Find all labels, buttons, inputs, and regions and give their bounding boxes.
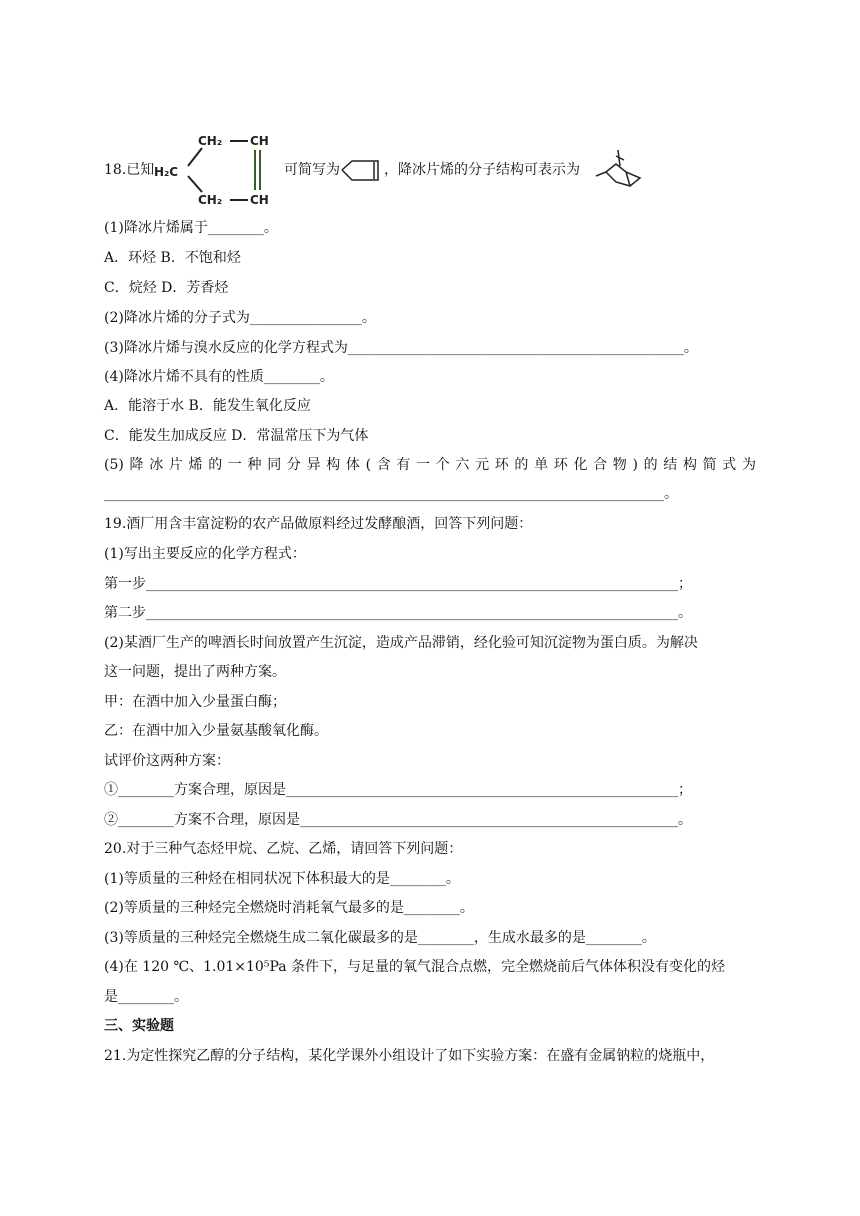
q20-sub4-line2: 是________。 — [104, 989, 188, 1005]
cyclopentene-skeletal-icon — [340, 158, 382, 184]
q20-sub4-line1: (4)在 120 ℃、1.01×10⁵Pa 条件下，与足量的氧气混合点燃，完全燃烧前后气体体积没有变化的烃 — [104, 959, 726, 975]
sub5-char: 烯 — [188, 457, 203, 473]
sub5-char: 体 — [345, 457, 360, 473]
sub5-char: 的 — [208, 457, 223, 473]
sub5-char: 单 — [534, 457, 549, 473]
sub5-char: 元 — [475, 457, 490, 473]
sub5-char: 式 — [722, 457, 737, 473]
sub5-char: 六 — [455, 457, 470, 473]
sub5-char: ( — [365, 457, 372, 473]
sub5-char: 冰 — [149, 457, 164, 473]
q20-sub2: (2)等质量的三种烃完全燃烧时消耗氧气最多的是________。 — [104, 900, 474, 916]
sub5-char: (5) — [104, 457, 124, 473]
sub5-char: 的 — [514, 457, 529, 473]
q18-sub1: (1)降冰片烯属于________。 — [104, 220, 278, 236]
q18-sub1-options-cd: C．烷烃 D．芳香烃 — [104, 280, 229, 296]
q18-intro-norbornene: ，降冰片烯的分子结构可表示为 — [384, 162, 580, 178]
sub5-char: ) — [632, 457, 638, 473]
q19-stem: 19.酒厂用含丰富淀粉的农产品做原料经过发酵酿酒，回答下列问题： — [104, 516, 533, 532]
sub5-char: 种 — [247, 457, 262, 473]
q18-sub3: (3)降冰片烯与溴水反应的化学方程式为________________________________________________。 — [104, 340, 698, 356]
sub5-char: 有 — [396, 457, 411, 473]
q18-sub4-options-ab: A．能溶于水 B．能发生氧化反应 — [104, 398, 311, 414]
section-title: 三、实验题 — [104, 1018, 174, 1034]
q20-stem: 20.对于三种气态烃甲烷、乙烷、乙烯，请回答下列问题： — [104, 841, 463, 857]
struct-ch2-bottom: CH₂ — [198, 193, 223, 207]
q19-sub2-line2: 这一问题，提出了两种方案。 — [104, 664, 286, 680]
sub5-char: 构 — [682, 457, 697, 473]
sub5-char: 为 — [741, 457, 756, 473]
struct-ch-top: CH — [250, 134, 269, 148]
q19-plan-b: 乙：在酒中加入少量氨基酸氧化酶。 — [104, 723, 328, 739]
sub5-char: 个 — [435, 457, 450, 473]
norbornene-skeletal-icon — [594, 146, 644, 188]
bond-lower-left — [188, 176, 202, 192]
sub5-char: 简 — [702, 457, 717, 473]
sub5-char: 片 — [168, 457, 183, 473]
sub5-char: 分 — [286, 457, 301, 473]
q18-sub5-blank: ________________________________________________________________________________。 — [104, 486, 678, 502]
sub5-char: 结 — [663, 457, 678, 473]
q19-step1: 第一步____________________________________________________________________________； — [104, 576, 692, 592]
sub5-char: 异 — [306, 457, 321, 473]
sub5-char: 物 — [612, 457, 627, 473]
q19-eval2: ②________方案不合理，原因是______________________________________________________。 — [104, 812, 692, 828]
q19-sub1: (1)写出主要反应的化学方程式： — [104, 546, 306, 562]
sub5-char: 化 — [573, 457, 588, 473]
bond-upper-left — [188, 148, 202, 166]
cyclopentene-structure — [150, 126, 280, 208]
sub5-char: 的 — [643, 457, 658, 473]
sub5-char: 环 — [553, 457, 568, 473]
q19-step2: 第二步____________________________________________________________________________。 — [104, 605, 692, 621]
q20-sub3: (3)等质量的三种烃完全燃烧生成二氧化碳最多的是________，生成水最多的是________。 — [104, 930, 656, 946]
q18-sub1-options-ab: A．环烃 B．不饱和烃 — [104, 250, 241, 266]
struct-h2c: H₂C — [154, 165, 179, 179]
sub5-char: 合 — [593, 457, 608, 473]
q18-intro-abbrev: 可简写为 — [284, 162, 340, 178]
q18-sub2: (2)降冰片烯的分子式为________________。 — [104, 310, 376, 326]
sub5-char: 环 — [494, 457, 509, 473]
q18-sub4: (4)降冰片烯不具有的性质________。 — [104, 369, 334, 385]
struct-ch2-top: CH₂ — [198, 134, 223, 148]
sub5-char: 一 — [227, 457, 242, 473]
q18-sub4-options-cd: C．能发生加成反应 D．常温常压下为气体 — [104, 428, 369, 444]
q19-plan-a: 甲：在酒中加入少量蛋白酶； — [104, 694, 286, 710]
q19-evaluate: 试评价这两种方案： — [104, 753, 230, 769]
sub5-char: 降 — [129, 457, 144, 473]
struct-ch-bottom: CH — [250, 193, 269, 207]
q19-eval1: ①________方案合理，原因是________________________________________________________； — [104, 782, 692, 798]
q21-stem: 21.为定性探究乙醇的分子结构，某化学课外小组设计了如下实验方案：在盛有金属钠粒的烧瓶中， — [104, 1048, 715, 1064]
q18-intro-label: 18.已知 — [104, 162, 155, 178]
q19-sub2-line1: (2)某酒厂生产的啤酒长时间放置产生沉淀，造成产品滞销，经化验可知沉淀物为蛋白质。为解决 — [104, 635, 698, 651]
sub5-char: 一 — [416, 457, 431, 473]
sub5-char: 构 — [326, 457, 341, 473]
sub5-char: 同 — [267, 457, 282, 473]
q18-sub5 — [104, 455, 756, 475]
q20-sub1: (1)等质量的三种烃在相同状况下体积最大的是________。 — [104, 871, 460, 887]
sub5-char: 含 — [376, 457, 391, 473]
